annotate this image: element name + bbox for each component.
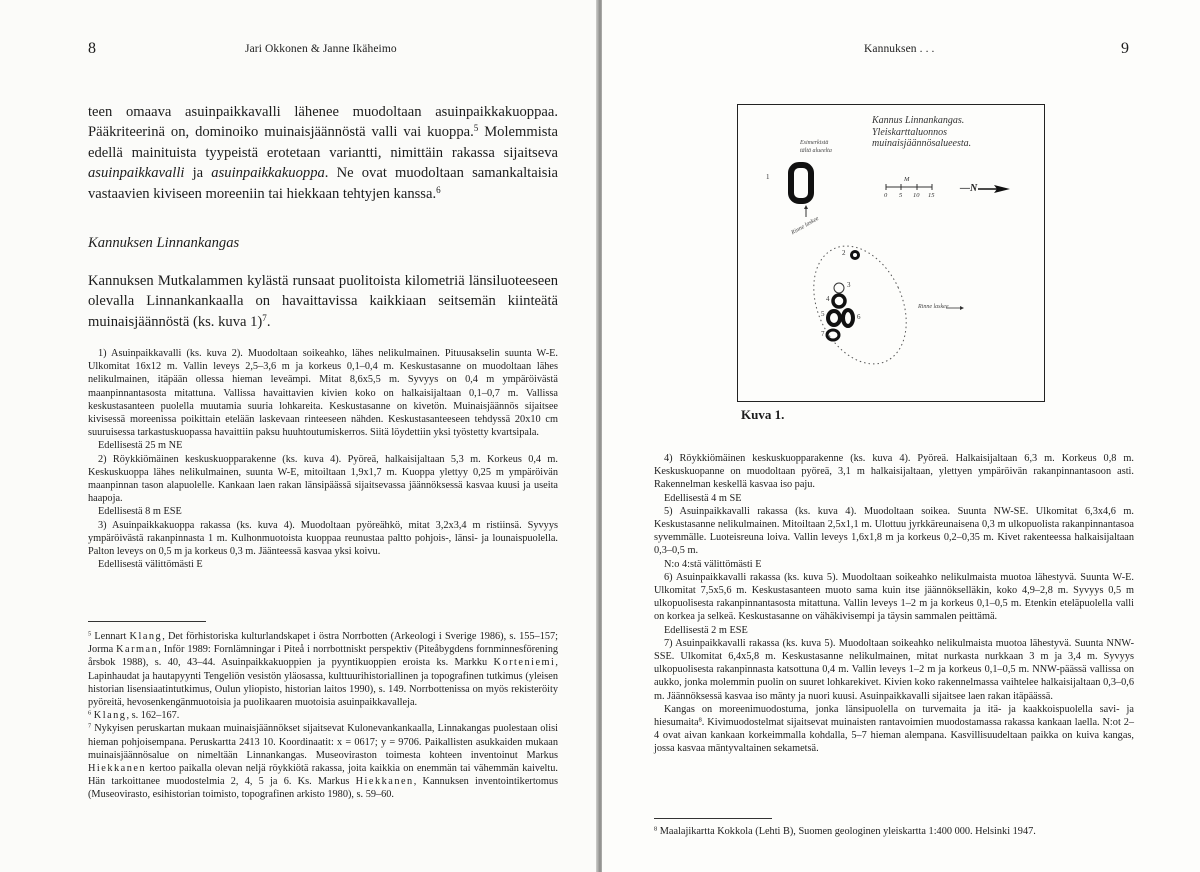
entry-7: 7) Asuinpaikkavalli rakassa (ks. kuva 5). Muodoltaan soikeahko nelikulmaista muotoa lähestyvä. Suunta NNW-SSE. Ulkomitat 6,4x5,8 m. Keskustasanne nelikulmainen, mitat nurkasta nurkkaan 3 m ja 3,4 m. Syvyys ulkopuolisesta rakanpinnasta katsottuna 0,4 m. Vallin leveys 1–2 m ja korkeus 0,1–0,5 m. NNW-päässä vallissa on aukko, jonka molemmin puolin on suuret lohkarekivet. Kivien koko rakennelmassa vaihtelee halkaisijaltaan 0,3–0,6 m. Jäännöksessä kasvaa iso mänty ja nuori kuusi. Asuinpaikkavalli sijaitsee laen rakan itäpäässä. [654,637,1134,702]
site-number: 2 [842,249,846,257]
scale-tick: 5 [899,192,903,199]
entry-4: 4) Röykkiömäinen keskuskuopparakenne (ks. kuva 4). Pyöreä. Halkaisijaltaan 6,3 m. Korkeus 0,8 m. Keskuskuopanne on muodoltaan pyöreä, 3,1 m halkaisijaltaan, ylettyen ympäröivän rakanpinnantasoon asti. Rakennelman keskellä kasvaa iso paju. [654,453,1134,491]
left-running-head: Jari Okkonen & Janne Ikäheimo [245,43,397,55]
figure-slope-label-2: Rinne laskee [918,304,949,310]
right-entries [654,452,1134,756]
entry-distance: Edellisestä 4 m SE [664,492,742,504]
left-entries [88,347,558,571]
entry-distance: Edellisestä välittömästi E [98,559,203,571]
closing-paragraph: Kangas on moreenimuodostuma, jonka länsipuolella on turvemaita ja itä- ja kaakkoispuolella savi- ja hiesumaita$^8$. Kivimuodostelmat sijaitsevat muinaisten rantavoimien muodostamassa rakassa kankaan laella. N:ot 2–4 ovat aivan kankaan korkeimmalla kohdalla, 5–7 hieman alempana. Kasvillisuudeltaan paikka on kuiva kangas, jossa kasvaa mäntyvaltainen sekametsä. [654,703,1134,755]
entry-distance: N:o 4:stä välittömästi E [664,558,762,570]
north-label: —N [960,183,978,194]
footnote-7: $^7$ Nykyisen peruskartan mukaan muinaisjäännökset sijaitsevat Kulonevankankaalla, Linnakangas puolestaan olisi hieman pohjoisempana. Peruskartta 2413 10. Koordinaatit: x = 0617; y = 9706. Paikallisten asukkaiden mukaan muinaisjäännösalue on nimeltään Linnankangas. Museoviraston toimesta kohteen inventoinut Markus Hiekkanen kertoo paikalla olevan neljä röykkiötä rakassa, joita kaikkia on enemmän tai vähemmän kaiveltu. Hän tarkoittanee muodostelmia 2, 4, 5 ja 6. Ks. Markus Hiekkanen, Kannuksen inventointikertomus (Museovirasto, esihistorian toimisto, topografinen arkisto 1980), s. 59–60. [88,722,558,801]
right-folio: 9 [1121,40,1129,57]
entry-1: 1) Asuinpaikkavalli (ks. kuva 2). Muodoltaan soikeahko, lähes nelikulmainen. Pituusakselin suunta W-E. Ulkomitat 16x12 m. Vallin leveys 2,5–3,6 m ja korkeus 0,1–0,4 m. Keskustasanne on muodoltaan lähes nelikulmainen, itäpään ollessa hieman leveämpi. Mitat 8,6x5,5 m. Syvyys on 0,4 m ympäröivästä maanpinnantasosta mitattuna. Vallissa havaittavien kivien koko on halkaisijaltaan 0,1–0,7 m. Vallissa keskustasanteen puolella muutamia suuria lohkareita. Keskustasanne on kivetön. Muinaisjäännös sijaitsee kivisessä moreenissa poikittain etelään laskevaan rinteeseen nähden. Keskustasanteeseen tehdyssä 20x10 cm suuruisessa tarkastuskuopassa havaittiin paksu huuhtoutumiskerros. Siitä löydettiin yksi työstetty kvartsipala. [88,348,558,439]
site-5-outline [828,311,840,325]
right-running-head: Kannuksen . . . [864,43,935,55]
site-number: 1 [766,173,770,181]
entry-5: 5) Asuinpaikkavalli rakassa (ks. kuva 4). Muodoltaan soikea. Suunta NW-SE. Ulkomitat 6,3x4,6 m. Keskustasanne nelikulmainen. Mitoiltaan 2,5x1,1 m. Ulottuu jyrkkäreunaisena 0,3 m ulkopuolista rakanpinnantasoa syvemmälle. Luoteisreuna loiva. Vallin leveys 1,6x1,8 m ja korkeus 0,2–0,35 m. Kivet rakenteessa halkaisijaltaan 0,3–0,5 m. [654,505,1134,557]
entry-distance: Edellisestä 2 m ESE [664,624,748,636]
site-number: 7 [821,330,825,338]
intro-paragraph: teen omaava asuinpaikkavalli lähenee muodoltaan asuinpaikkakuoppaa. Pääkriteerinä on, dominoiko muinaisjäännöstä valli vai kuoppa.$^5$ Molemmista edellä mainituista tyypeistä erotetaan variantti, nimittäin rakassa sijaitseva asuinpaikkavalli ja asuinpaikkakuoppa. Ne ovat muodoltaan samankaltaisia vastaavien kiviseen moreeniin tai hiekkaan tehtyjen kanssa.$^6$ [88,104,558,202]
footnote-rule [88,621,206,622]
entry-distance: Edellisestä 8 m ESE [98,506,182,518]
site-7-outline [827,330,839,340]
site-4-outline [833,295,845,307]
figure-label-example: Esimerkistä tältä alueelta [800,140,832,154]
scale-unit: M [904,176,910,183]
figure-slope-label: Rinne laskee [790,215,820,237]
left-page [0,0,598,872]
site-number: 5 [821,310,825,318]
section-heading: Kannuksen Linnankangas [88,235,240,251]
site-6-outline [843,310,853,326]
entry-3: 3) Asuinpaikkakuoppa rakassa (ks. kuva 4). Muodoltaan pyöreähkö, mitat 3,2x3,4 m ristiinsä. Syvyys ympäröivästä rakanpinnasta 1 m. Kulhonmuotoista kuoppaa reunustaa paltto pohjois-, länsi- ja lounaispuolella. Palton leveys on 0,5 m ja korkeus 0,3 m. Jäänteessä kasvaa yksi koivu. [88,519,558,558]
entry-2: 2) Röykkiömäinen keskuskuopparakenne (ks. kuva 4). Pyöreä, halkaisijaltaan 5,3 m. Korkeus 0,4 m. Keskuskuoppa lähes nelikulmainen, suunta W-E, mitoiltaan 1,9x1,7 m. Kuoppa ylettyy 0,25 m ympäröivän maanpinnan tason alapuolelle. Kankaan laen rakan länsipäässä sijaitsevassa jäännöksessä kasvaa kuusi ja useita haapoja. [88,453,558,505]
entry-6: 6) Asuinpaikkavalli rakassa (ks. kuva 5). Muodoltaan soikeahko nelikulmaista muotoa lähestyvä. Suunta W-E. Ulkomitat 7,5x5,6 m. Keskustasanteen muoto sama kuin itse jäännökselläkin, koko 4,9–2,8 m. Syvyys 0,5 m ulkopuolisesta rakanpinnantasosta mitattuna. Vallin leveys 1–2 m ja korkeus 0,1–0,5 m. Etenkin eteläpuolella valli on korkea ja selkeä. Keskustasanne on vähäkivisempi ja täysin sammalen peittämä. [654,571,1134,623]
left-footnotes [88,630,558,802]
site-number: 6 [857,313,861,321]
site-number: 3 [847,281,851,289]
scale-tick: 10 [913,192,920,199]
entry-distance: Edellisestä 25 m NE [98,440,183,452]
site-1-outline [791,165,811,201]
footnote-5: $^5$ Lennart Klang, Det förhistoriska kulturlandskapet i östra Norrbotten (Arkeologi i Sverige 1986), s. 155–157; Jorma Karman, Inför 1989: Fornlämningar i Piteå i norrbottniskt perspektiv (Piteåbygdens fornminnesförening årsbok 1988), s. 40, 43–44. Asuinpaikkakuoppien ja pyyntikuoppien eroista ks. Markku Korteniemi, Lapinhaudat ja hautapyynti Tengeliön vesistön yläosassa, kulttuurihistoriallinen ja topografinen tutkimus (yleisen historian lisensiaatintutkimus, Oulun yliopisto, historian laitos 1990), s. 149. Norrbottenissa on myös rekisteröity pyöreitä, hevosenkengänmuotoisia ja puolikaaren muotoisia asuinpaikkavalleja. [88,630,558,709]
scale-tick: 15 [928,192,935,199]
right-footnote-rule [654,818,772,819]
site-3-outline [834,283,844,293]
figure-caption: Kuva 1. [741,407,785,422]
footnote-6: $^6$ Klang, s. 162–167. [88,709,180,722]
section-paragraph: Kannuksen Mutkalammen kylästä runsaat puolitoista kilometriä länsiluoteeseen olevalla Linnankankaalla on havaittavissa kaikkiaan seitsemän kiinteätä muinaisjäännöstä (ks. kuva 1)$^7$. [88,273,558,330]
figure-title: Kannus Linnankangas. Yleiskarttaluonnos muinaisjäännösalueesta. [872,115,972,149]
site-number: 4 [826,295,830,303]
scale-tick: 0 [884,192,888,199]
left-folio: 8 [88,40,96,57]
site-map-figure [737,104,1045,402]
site-area-outline [796,231,925,379]
footnote-8: $^8$ Maalajikartta Kokkola (Lehti B), Suomen geologinen yleiskartta 1:400 000. Helsinki 1947. [654,825,1036,837]
